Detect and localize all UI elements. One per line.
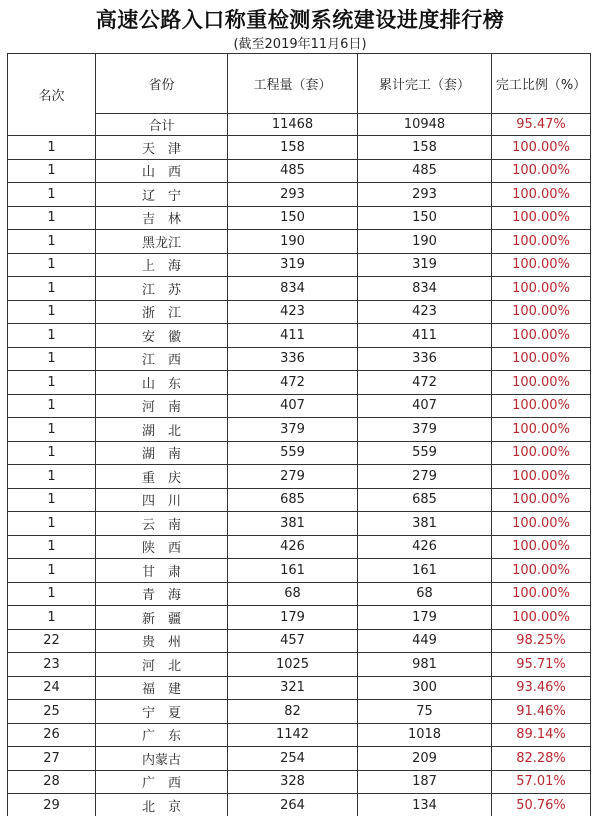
cell-province: 上 海	[96, 253, 228, 277]
cell-quantity: 82	[228, 700, 358, 724]
cell-rank: 1	[8, 559, 96, 583]
cell-quantity: 411	[228, 324, 358, 348]
table-row	[8, 230, 591, 254]
table-row	[8, 347, 591, 371]
cell-completed: 1018	[358, 723, 492, 747]
cell-rank: 1	[8, 465, 96, 489]
table-row	[8, 723, 591, 747]
cell-rank: 23	[8, 653, 96, 677]
table-row	[8, 653, 591, 677]
cell-quantity: 161	[228, 559, 358, 583]
cell-province: 广 东	[96, 723, 228, 747]
cell-quantity: 485	[228, 159, 358, 183]
table-row	[8, 253, 591, 277]
cell-rank: 28	[8, 770, 96, 794]
cell-ratio: 100.00%	[492, 230, 591, 254]
cell-ratio: 100.00%	[492, 559, 591, 583]
cell-ratio: 100.00%	[492, 418, 591, 442]
cell-rank: 1	[8, 253, 96, 277]
cell-completed: 179	[358, 606, 492, 630]
cell-rank: 1	[8, 277, 96, 301]
cell-rank: 1	[8, 394, 96, 418]
cell-quantity: 279	[228, 465, 358, 489]
cell-rank: 1	[8, 136, 96, 160]
ranking-table	[7, 53, 591, 816]
cell-ratio: 100.00%	[492, 512, 591, 536]
cell-province: 重 庆	[96, 465, 228, 489]
cell-province: 福 建	[96, 676, 228, 700]
cell-ratio: 100.00%	[492, 535, 591, 559]
total-quantity: 11468	[228, 114, 358, 136]
cell-quantity: 834	[228, 277, 358, 301]
cell-completed: 150	[358, 206, 492, 230]
cell-ratio: 89.14%	[492, 723, 591, 747]
table-row	[8, 794, 591, 816]
cell-completed: 158	[358, 136, 492, 160]
cell-rank: 1	[8, 371, 96, 395]
cell-rank: 1	[8, 183, 96, 207]
cell-completed: 293	[358, 183, 492, 207]
cell-ratio: 100.00%	[492, 253, 591, 277]
cell-quantity: 179	[228, 606, 358, 630]
cell-completed: 279	[358, 465, 492, 489]
header-province: 省份	[96, 54, 228, 114]
cell-rank: 22	[8, 629, 96, 653]
header-quantity: 工程量（套）	[228, 54, 358, 114]
cell-ratio: 100.00%	[492, 136, 591, 160]
cell-rank: 1	[8, 488, 96, 512]
cell-quantity: 293	[228, 183, 358, 207]
table-row	[8, 136, 591, 160]
cell-quantity: 559	[228, 441, 358, 465]
cell-completed: 685	[358, 488, 492, 512]
cell-completed: 379	[358, 418, 492, 442]
cell-quantity: 319	[228, 253, 358, 277]
header-completed: 累计完工（套）	[358, 54, 492, 114]
cell-ratio: 91.46%	[492, 700, 591, 724]
cell-rank: 1	[8, 606, 96, 630]
cell-quantity: 321	[228, 676, 358, 700]
cell-province: 辽 宁	[96, 183, 228, 207]
cell-rank: 29	[8, 794, 96, 816]
cell-ratio: 57.01%	[492, 770, 591, 794]
cell-province: 吉 林	[96, 206, 228, 230]
cell-province: 贵 州	[96, 629, 228, 653]
cell-rank: 1	[8, 159, 96, 183]
cell-quantity: 1025	[228, 653, 358, 677]
cell-province: 安 徽	[96, 324, 228, 348]
table-row	[8, 535, 591, 559]
cell-rank: 1	[8, 535, 96, 559]
cell-province: 浙 江	[96, 300, 228, 324]
cell-province: 山 西	[96, 159, 228, 183]
table-row	[8, 394, 591, 418]
cell-rank: 1	[8, 582, 96, 606]
cell-province: 内蒙古	[96, 747, 228, 771]
cell-rank: 1	[8, 441, 96, 465]
table-row	[8, 747, 591, 771]
header-rank: 名次	[8, 54, 96, 136]
table-row	[8, 159, 591, 183]
cell-rank: 1	[8, 300, 96, 324]
cell-province: 青 海	[96, 582, 228, 606]
total-completed: 10948	[358, 114, 492, 136]
ranking-table-body	[8, 54, 591, 816]
header-ratio: 完工比例（%）	[492, 54, 591, 114]
cell-quantity: 379	[228, 418, 358, 442]
table-header-row	[8, 54, 591, 114]
cell-province: 黑龙江	[96, 230, 228, 254]
cell-completed: 423	[358, 300, 492, 324]
cell-ratio: 98.25%	[492, 629, 591, 653]
cell-province: 陕 西	[96, 535, 228, 559]
cell-province: 宁 夏	[96, 700, 228, 724]
page-subtitle: (截至2019年11月6日)	[233, 37, 367, 52]
table-row	[8, 700, 591, 724]
table-row	[8, 324, 591, 348]
table-row	[8, 582, 591, 606]
cell-completed: 319	[358, 253, 492, 277]
total-label: 合计	[96, 114, 228, 136]
cell-ratio: 100.00%	[492, 277, 591, 301]
table-row	[8, 770, 591, 794]
cell-province: 天 津	[96, 136, 228, 160]
cell-ratio: 93.46%	[492, 676, 591, 700]
cell-completed: 68	[358, 582, 492, 606]
cell-province: 河 北	[96, 653, 228, 677]
total-row	[8, 114, 591, 136]
table-row	[8, 418, 591, 442]
cell-completed: 336	[358, 347, 492, 371]
table-row	[8, 277, 591, 301]
cell-ratio: 100.00%	[492, 159, 591, 183]
cell-quantity: 328	[228, 770, 358, 794]
cell-quantity: 190	[228, 230, 358, 254]
cell-quantity: 68	[228, 582, 358, 606]
table-row	[8, 606, 591, 630]
cell-ratio: 100.00%	[492, 488, 591, 512]
cell-ratio: 100.00%	[492, 582, 591, 606]
cell-completed: 472	[358, 371, 492, 395]
cell-quantity: 423	[228, 300, 358, 324]
table-row	[8, 465, 591, 489]
cell-province: 北 京	[96, 794, 228, 816]
cell-completed: 407	[358, 394, 492, 418]
cell-completed: 134	[358, 794, 492, 816]
cell-province: 山 东	[96, 371, 228, 395]
page-title: 高速公路入口称重检测系统建设进度排行榜	[95, 8, 505, 32]
table-row	[8, 676, 591, 700]
cell-ratio: 100.00%	[492, 183, 591, 207]
cell-quantity: 254	[228, 747, 358, 771]
cell-ratio: 82.28%	[492, 747, 591, 771]
cell-province: 四 川	[96, 488, 228, 512]
table-row	[8, 371, 591, 395]
cell-quantity: 336	[228, 347, 358, 371]
table-row	[8, 441, 591, 465]
cell-quantity: 150	[228, 206, 358, 230]
table-row	[8, 629, 591, 653]
table-row	[8, 206, 591, 230]
cell-rank: 26	[8, 723, 96, 747]
cell-rank: 1	[8, 230, 96, 254]
cell-completed: 209	[358, 747, 492, 771]
cell-completed: 449	[358, 629, 492, 653]
cell-ratio: 100.00%	[492, 324, 591, 348]
cell-rank: 1	[8, 206, 96, 230]
cell-quantity: 472	[228, 371, 358, 395]
cell-rank: 24	[8, 676, 96, 700]
cell-completed: 834	[358, 277, 492, 301]
cell-quantity: 407	[228, 394, 358, 418]
cell-quantity: 264	[228, 794, 358, 816]
cell-ratio: 100.00%	[492, 300, 591, 324]
table-row	[8, 512, 591, 536]
cell-rank: 1	[8, 347, 96, 371]
cell-province: 湖 北	[96, 418, 228, 442]
cell-province: 江 西	[96, 347, 228, 371]
cell-province: 甘 肃	[96, 559, 228, 583]
cell-quantity: 457	[228, 629, 358, 653]
cell-ratio: 95.71%	[492, 653, 591, 677]
cell-completed: 411	[358, 324, 492, 348]
cell-completed: 300	[358, 676, 492, 700]
table-row	[8, 300, 591, 324]
cell-ratio: 100.00%	[492, 206, 591, 230]
cell-province: 河 南	[96, 394, 228, 418]
cell-completed: 190	[358, 230, 492, 254]
cell-rank: 27	[8, 747, 96, 771]
cell-ratio: 100.00%	[492, 347, 591, 371]
cell-province: 广 西	[96, 770, 228, 794]
cell-quantity: 381	[228, 512, 358, 536]
table-row	[8, 183, 591, 207]
table-row	[8, 559, 591, 583]
cell-completed: 485	[358, 159, 492, 183]
cell-ratio: 50.76%	[492, 794, 591, 816]
total-ratio: 95.47%	[492, 114, 591, 136]
cell-completed: 187	[358, 770, 492, 794]
cell-completed: 161	[358, 559, 492, 583]
cell-ratio: 100.00%	[492, 441, 591, 465]
cell-completed: 559	[358, 441, 492, 465]
cell-completed: 75	[358, 700, 492, 724]
cell-quantity: 158	[228, 136, 358, 160]
cell-ratio: 100.00%	[492, 606, 591, 630]
cell-quantity: 1142	[228, 723, 358, 747]
cell-rank: 1	[8, 324, 96, 348]
cell-ratio: 100.00%	[492, 394, 591, 418]
cell-ratio: 100.00%	[492, 371, 591, 395]
cell-ratio: 100.00%	[492, 465, 591, 489]
table-row	[8, 488, 591, 512]
cell-rank: 25	[8, 700, 96, 724]
cell-completed: 381	[358, 512, 492, 536]
cell-province: 湖 南	[96, 441, 228, 465]
cell-completed: 426	[358, 535, 492, 559]
cell-province: 江 苏	[96, 277, 228, 301]
cell-rank: 1	[8, 418, 96, 442]
cell-rank: 1	[8, 512, 96, 536]
cell-quantity: 685	[228, 488, 358, 512]
cell-quantity: 426	[228, 535, 358, 559]
cell-province: 云 南	[96, 512, 228, 536]
cell-province: 新 疆	[96, 606, 228, 630]
cell-completed: 981	[358, 653, 492, 677]
